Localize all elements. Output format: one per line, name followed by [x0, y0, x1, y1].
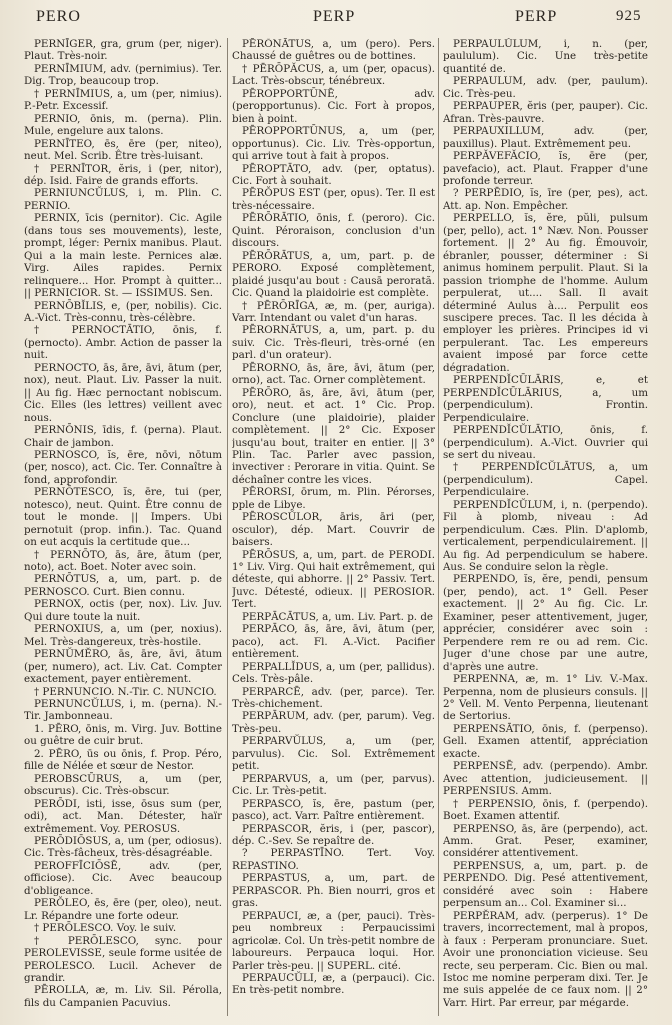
dictionary-entry: † PĒRŌPĂCUS, a, um (per, opacus). Lact. Très-obscur, ténébreux.	[232, 62, 435, 88]
dictionary-entry: PERPENDĬCŬLĀTIO, ōnis, f. (perpendiculum). A.-Vict. Ouvrier qui se sert du niveau.	[443, 424, 648, 461]
dictionary-entry: PĒRŌSUS, a, um, part. de PERODI. 1° Liv. Virg. Qui hait extrêmement, qui déteste, qui abhorre. || 2° Passiv. Tert. Juvc. Détesté, odieux. || PEROSIOR. Tert.	[232, 548, 435, 611]
header-right-guide-word: PERP	[515, 8, 558, 25]
dictionary-entry: PERPARVŬLUS, a, um (per, parvulus). Cic. Sol. Extrêmement petit.	[232, 735, 435, 773]
dictionary-entry: PERNŌTESCO, ĭs, ēre, tui (per, notesco), neut. Quint. Être connu de tout le monde. || Impers. Ubi pernotuit (prop. infin.). Tac. Quand on eut acquis la certitude que...	[24, 486, 222, 549]
dictionary-entry: PERNOX, octis (per, nox). Liv. Juv. Qui dure toute la nuit.	[24, 598, 222, 623]
column-1	[24, 38, 222, 1018]
header-left-guide-word: PERO	[36, 8, 81, 25]
dictionary-entry: PERPĔRAM, adv. (perperus). 1° De travers, incorrectement, mal à propos, à faux : Perperam pronunciare. Suet. Avoir une prononciation vicieuse. Seu recte, seu perperam. Cic. Bien ou mal. Istoc me nomine perperam dixi. Ter. Je me suis appelée de ce faux nom. || 2° Varr. Hirt. Par erreur, par mégarde.	[443, 909, 648, 1009]
dictionary-entry: PERNŌTUS, a, um, part. p. de PERNOSCO. Curt. Bien connu.	[24, 573, 222, 598]
dictionary-entry: PĒRORNO, ās, āre, āvi, ātum (per, orno), act. Tac. Orner complètement.	[232, 361, 435, 387]
dictionary-entry: PERNĪMIUM, adv. (pernimius). Ter. Dig. Trop, beaucoup trop.	[24, 62, 222, 88]
dictionary-entry: PERPALLĬDUS, a, um (per, pallidus). Cels. Très-pâle.	[232, 660, 435, 686]
page-number: 925	[616, 8, 642, 24]
column-divider	[227, 38, 228, 1016]
dictionary-entry: † PERPENSIO, ōnis, f. (perpendo). Boet. Examen attentif.	[443, 797, 648, 823]
dictionary-entry: PERPENSUS, a, um, part. p. de PERPENDO. Dig. Pesé attentivement, considéré avec soin : Habere perpensum an... Col. Examiner si...	[443, 859, 648, 910]
dictionary-entry: PERPAUPER, ĕris (per, pauper). Cic. Afran. Très-pauvre.	[443, 100, 648, 125]
dictionary-entry: PĒRŌRĀTIO, ōnis, f. (peroro). Cic. Quint. Péroraison, conclusion d'un discours.	[232, 212, 435, 250]
dictionary-entry: PERNĪTEO, ēs, ēre (per, niteo), neut. Mel. Scrib. Être très-luisant.	[24, 137, 222, 163]
dictionary-entry: PERPĂVEFĂCIO, ĭs, ēre (per, pavefacio), act. Plaut. Frapper d'une profonde terreur.	[443, 150, 648, 187]
column-divider	[438, 38, 439, 1016]
dictionary-entry: PERNŌNIS, īdis, f. (perna). Plaut. Chair de jambon.	[24, 424, 222, 449]
running-header	[18, 6, 660, 34]
dictionary-entry: PĒRŎPUS EST (per, opus). Ter. Il est très-nécessaire.	[232, 187, 435, 212]
dictionary-entry: PERPARVUS, a, um (per, parvus). Cic. Lr. Très-petit.	[232, 772, 435, 798]
dictionary-entry: PERPAUXILLUM, adv. (per, pauxillus). Plaut. Extrêmement peu.	[443, 125, 648, 150]
dictionary-entry: † PERNOCTĀTIO, ōnis, f. (pernocto). Ambr. Action de passer la nuit.	[24, 324, 222, 362]
dictionary-entry: PERPAUCI, æ, a (per, pauci). Très-peu nombreux : Perpaucissimi agricolæ. Col. Un très-petit nombre de laboureurs. Perpauca loqui. Hor. Parler très-peu. || SUPERL. cité.	[232, 909, 435, 972]
dictionary-entry: PĒRORNĀTUS, a, um, part. p. du suiv. Cic. Très-fleuri, très-orné (en parl. d'un orateur).	[232, 324, 435, 362]
dictionary-entry: PERNOCTO, ās, āre, āvi, ātum (per, nox), neut. Plaut. Liv. Passer la nuit. || Au fig. Hæc pernoctant nobiscum. Cic. Elles (les lettres) veillent avec nous.	[24, 361, 222, 424]
dictionary-entry: † PERNŌTO, ās, āre, ātum (per, noto), act. Boet. Noter avec soin.	[24, 548, 222, 574]
dictionary-entry: † PERNUNCIO. N.-Tir. C. NUNCIO.	[34, 685, 217, 698]
dictionary-entry: 2. PĒRO, ūs ou ōnis, f. Prop. Péro, fille de Nélée et sœur de Nestor.	[24, 747, 222, 773]
dictionary-entry: PĒRŌNĀTUS, a, um (pero). Pers. Chaussé de guêtres ou de bottines.	[232, 38, 435, 63]
dictionary-entry: PĒROPPORTŪNĒ, adv. (peropportunus). Cic. Fort à propos, bien à point.	[232, 87, 435, 125]
dictionary-entry: PERPĀCO, ās, āre, āvi, ātum (per, paco), act. Fl. A.-Vict. Pacifier entièrement.	[232, 623, 435, 661]
dictionary-entry: PERNŬMĔRO, ās, āre, āvi, ātum (per, numero), act. Liv. Cat. Compter exactement, payer entièrement.	[24, 648, 222, 686]
dictionary-entry: ? PERPASTĪNO. Tert. Voy. REPASTINO.	[232, 847, 435, 872]
dictionary-entry: PEROFFĪCIŌSĒ, adv. (per, officiose). Cic. Avec beaucoup d'obligeance.	[24, 859, 222, 897]
column-2	[232, 38, 435, 1018]
column-3	[443, 38, 648, 1018]
dictionary-entry: PERNŌBĬLIS, e, (per, nobilis). Cic. A.-Vict. Très-connu, très-célèbre.	[24, 299, 222, 324]
dictionary-entry: PERPĀCĀTUS, a, um. Liv. Part. p. de	[242, 610, 434, 623]
dictionary-entry: PERPENNA, æ, m. 1° Liv. V.-Max. Perpenna, nom de plusieurs consuls. || 2° Vell. M. Vento Perpenna, lieutenant de Sertorius.	[443, 673, 648, 723]
dictionary-entry: PERPARCĒ, adv. (per, parce). Ter. Très-chichement.	[232, 685, 435, 711]
dictionary-entry: PERPENSĀTIO, ōnis, f. (perpenso). Gell. Examen attentif, appréciation exacte.	[443, 722, 648, 760]
dictionary-entry: PĒROPPORTŪNUS, a, um (per, opportunus). Cic. Liv. Très-opportun, qui arrive tout à fait à propos.	[232, 125, 435, 163]
dictionary-entry: PERPENDO, ĭs, ĕre, pendi, pensum (per, pendo), act. 1° Gell. Peser exactement. || 2° Au fig. Cic. Lr. Examiner, peser attentivement, juger, apprécier, considérer avec soin : Perpendere rem re ou ad rem. Cic. Juger d'une chose par une autre, d'après une autre.	[443, 573, 648, 673]
dictionary-entry: PERNUNCŬLUS, i, m. (perna). N.-Tir. Jambonneau.	[24, 698, 222, 723]
dictionary-entry: PERNOXIUS, a, um (per, noxius). Mel. Très-dangereux, très-hostile.	[24, 623, 222, 648]
dictionary-entry: PERPĀRUM, adv. (per, parum). Veg. Très-peu.	[232, 710, 435, 735]
dictionary-entry: † PERŌLESCO. Voy. le suiv.	[34, 922, 177, 935]
dictionary-entry: PERPENDĬCŪLĀRIS, e, et PERPENDĬCŪLĀRIUS, a, um (perpendiculum). Frontin. Perpendiculaire.	[443, 374, 648, 424]
dictionary-entry: PERNIO, ōnis, m. (perna). Plin. Mule, engelure aux talons.	[24, 112, 222, 138]
dictionary-entry: 1. PĒRO, ōnis, m. Virg. Juv. Bottine ou guêtre de cuir brut.	[24, 722, 222, 748]
dictionary-entry: PERŌDI, isti, isse, ōsus sum (per, odi), act. Man. Détester, haïr extrêmement. Voy. PEROSUS.	[24, 797, 222, 835]
dictionary-entry: † PĒRŌRĪGA, æ, m. (per, auriga). Varr. Intendant ou valet d'un haras.	[232, 299, 435, 324]
dictionary-entry: PERPAUCŬLI, æ, a (perpauci). Cic. En très-petit nombre.	[232, 971, 435, 997]
dictionary-entry: PERPELLO, ĭs, ĕre, pŭli, pulsum (per, pello), act. 1° Næv. Non. Pousser fortement. || 2° Au fig. Émouvoir, ébranler, pousser, déterminer : Si animus hominem perpulit. Plaut. Si la passion triomphe de l'homme. Aulum perpulerat, ut.... Sall. Il avait déterminé Aulus à.... Perpulit eos suscipere preces. Tac. Il les décida à employer les prières. Principes id vi perpulerant. Tac. Les empereurs avaient imposé par force cette dégradation.	[443, 212, 648, 374]
dictionary-entry: PERNĪGER, gra, grum (per, niger). Plaut. Très-noir.	[24, 38, 222, 63]
dictionary-entry: † PERNĪTOR, ĕris, i (per, nitor), dép. Isid. Faire de grands efforts.	[24, 162, 222, 187]
dictionary-entry: † PERNĪMIUS, a, um (per, nimius). P.-Petr. Excessif.	[24, 87, 222, 113]
dictionary-entry: PERPAULUM, adv. (per, paulum). Cic. Très-peu.	[443, 75, 648, 100]
dictionary-entry: PĒROSCŬLOR, āris, āri (per, osculor), dép. Mart. Couvrir de baisers.	[232, 511, 435, 549]
dictionary-entry: PĒRŌRO, ās, āre, āvi, ātum (per, oro), neut. et act. 1° Cic. Prop. Conclure (une plaidoirie), plaider complètement. || 2° Cic. Exposer jusqu'au bout, traiter en entier. || 3° Plin. Tac. Parler avec passion, invectiver : Perorare in vitia. Quint. Se déchaîner contre les vices.	[232, 386, 435, 486]
dictionary-entry: PERPENSĒ, adv. (perpendo). Ambr. Avec attention, judicieusement. || PERPENSIUS. Amm.	[443, 760, 648, 798]
dictionary-entry: PERPENDĬCŬLUM, i, n. (perpendo). Fil à plomb, niveau : Ad perpendiculum. Cæs. Plin. D'aplomb, verticalement, perpendiculairement. || Au fig. Ad perpendiculum se habere. Aus. Se conduire selon la règle.	[443, 498, 648, 574]
dictionary-entry: † PERPENDĬCŬLĀTUS, a, um (perpendiculum). Capel. Perpendiculaire.	[443, 461, 648, 499]
header-center-guide-word: PERP	[313, 8, 356, 25]
dictionary-entry: † PERŌLESCO, sync. pour PEROLEVISSE, seule forme usitée de PEROLESCO. Lucil. Achever de grandir.	[24, 934, 222, 984]
dictionary-entry: PERPASTUS, a, um, part. de PERPASCOR. Ph. Bien nourri, gros et gras.	[232, 872, 435, 910]
dictionary-entry: PEROBSCŪRUS, a, um (per, obscurus). Cic. Très-obscur.	[24, 772, 222, 798]
dictionary-entry: PĒROLLA, æ, m. Liv. Sil. Pérolla, fils du Campanien Pacuvius.	[24, 984, 222, 1009]
dictionary-entry: PERNIX, īcis (pernitor). Cic. Agile (dans tous ses mouvements), leste, prompt, léger: Pernix manibus. Plaut. Qui a la main leste. Pernices alæ. Virg. Ailes rapides. Pernix relinquere... Hor. Prompt à quitter... || PERNICIOR. St. — ISSIMUS. Sen.	[24, 212, 222, 300]
dictionary-entry: PERPENSO, ās, āre (perpendo), act. Amm. Grat. Peser, examiner, considérer attentivement.	[443, 822, 648, 860]
dictionary-entry: PERNIUNCŬLUS, i, m. Plin. C. PERNIO.	[24, 187, 222, 212]
dictionary-entry: PERPASCO, ĭs, ēre, pastum (per, pasco), act. Varr. Paître entièrement.	[232, 797, 435, 823]
dictionary-entry: PĒRŌRĀTUS, a, um, part. p. de PERORO. Exposé complètement, plaidé jusqu'au bout : Causā perorată. Cic. Quand la plaidoirie est complète.	[232, 249, 435, 300]
dictionary-entry: PERŎLEO, ēs, ēre (per, oleo), neut. Lr. Répandre une forte odeur.	[24, 897, 222, 922]
dictionary-entry: PERPAULŬLUM, i, n. (per, paululum). Cic. Une très-petite quantité de.	[443, 38, 648, 75]
dictionary-entry: PERPASCOR, ĕris, i (per, pascor), dép. C.-Sev. Se repaître de.	[232, 822, 435, 847]
dictionary-entry: PERNOSCO, ĭs, ēre, nōvi, nōtum (per, nosco), act. Cic. Ter. Connaître à fond, approfondir.	[24, 448, 222, 486]
dictionary-entry: ? PERPĒDIO, ĭs, īre (per, pes), act. Att. ap. Non. Empêcher.	[443, 187, 648, 212]
dictionary-entry: PĒROPTĀTO, adv. (per, optatus). Cic. Fort à souhait.	[232, 162, 435, 187]
dictionary-entry: PĒRORSI, ōrum, m. Plin. Pérorses, pple de Libye.	[232, 486, 435, 511]
dictionary-entry: PERŌDIŌSUS, a, um (per, odiosus). Cic. Très-fâcheux, très-désagréable.	[24, 835, 222, 860]
